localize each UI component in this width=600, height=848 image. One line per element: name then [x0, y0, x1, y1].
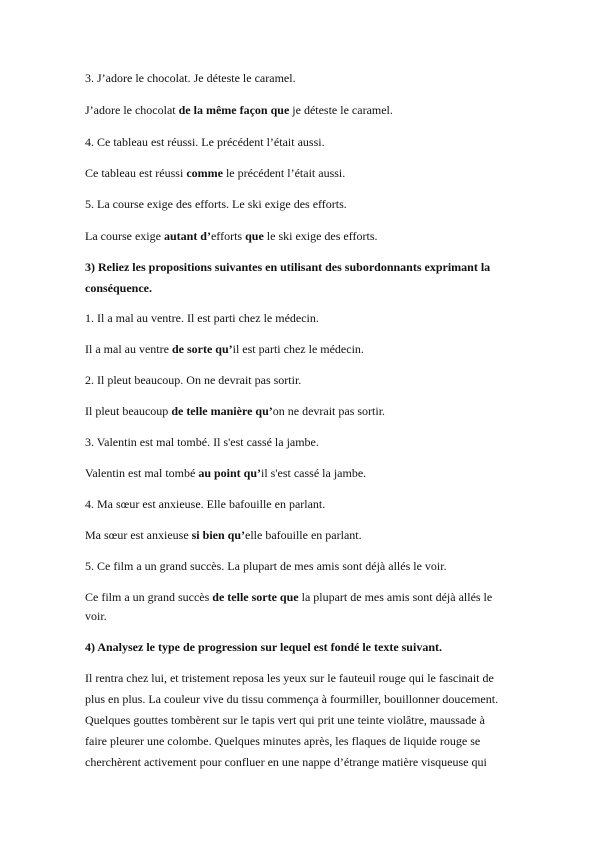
text-run: Ce film a un grand succès	[85, 590, 213, 604]
text-run: je déteste le caramel.	[289, 103, 393, 117]
text-run: la plupart de mes amis sont déjà allés le	[298, 590, 493, 604]
bold-text: 3) Reliez les propositions suivantes en utilisant des subordonnants exprimant la	[85, 260, 491, 274]
text-run: 2. Il pleut beaucoup. On ne devrait pas sortir.	[85, 373, 302, 387]
text-run: efforts	[210, 229, 246, 243]
text-line	[85, 589, 492, 605]
text-line	[85, 496, 325, 512]
text-run: Valentin est mal tombé	[85, 466, 199, 480]
text-line	[85, 434, 319, 450]
text-run: il s'est cassé la jambe.	[261, 466, 367, 480]
text-line	[85, 465, 366, 481]
text-run: Ma sœur est anxieuse	[85, 528, 192, 542]
text-run: Ce tableau est réussi	[85, 166, 187, 180]
text-run: Il a mal au ventre	[85, 342, 172, 356]
bold-text: que	[245, 229, 264, 243]
text-run: 3. Valentin est mal tombé. Il s'est cassé la jambe.	[85, 435, 319, 449]
text-line	[85, 70, 296, 86]
text-run: 3. J’adore le chocolat. Je déteste le caramel.	[85, 71, 296, 85]
bold-text: de telle manière qu’	[171, 404, 273, 418]
bold-text: conséquence.	[85, 281, 152, 295]
text-run: il est parti chez le médecin.	[232, 342, 364, 356]
text-run: 4. Ma sœur est anxieuse. Elle bafouille en parlant.	[85, 497, 326, 511]
body-paragraph: Il rentra chez lui, et tristement reposa les yeux sur le fauteuil rouge qui le fascinait de plus en plus. La couleur vive du tissu commença à fourmiller, bouillonner doucement. Quelques gouttes tombèrent sur le tapis vert qui prit une teinte violâtre, maussade à faire pleurer une colombe. Quelques minutes après, les flaques de liquide rouge se cherchèrent activement pour confluer en une nappe d’étrange matière visqueuse qui	[85, 671, 499, 769]
text-line	[85, 558, 447, 574]
text-line	[85, 310, 319, 326]
bold-text: autant d’	[163, 229, 211, 243]
bold-text: si bien qu’	[191, 528, 245, 542]
text-run: elle bafouille en parlant.	[245, 528, 362, 542]
text-line	[85, 102, 393, 118]
text-run: Il pleut beaucoup	[85, 404, 172, 418]
text-line	[85, 196, 347, 212]
text-run: on ne devrait pas sortir.	[272, 404, 386, 418]
text-line	[85, 341, 364, 357]
bold-text: de sorte qu’	[171, 342, 233, 356]
bold-text: 4) Analysez le type de progression sur lequel est fondé le texte suivant.	[85, 640, 442, 654]
bold-text: de la même façon que	[178, 103, 290, 117]
text-run: voir.	[85, 609, 107, 623]
bold-text: de telle sorte que	[212, 590, 299, 604]
text-line	[85, 608, 107, 624]
section-heading	[85, 639, 442, 655]
text-line	[85, 527, 362, 543]
text-run: 5. La course exige des efforts. Le ski exige des efforts.	[85, 197, 347, 211]
text-run: 5. Ce film a un grand succès. La plupart de mes amis sont déjà allés le voir.	[85, 559, 447, 573]
text-line	[85, 165, 345, 181]
text-run: J’adore le chocolat	[85, 103, 179, 117]
bold-text: comme	[186, 166, 223, 180]
section-heading	[85, 280, 152, 296]
text-run: 1. Il a mal au ventre. Il est parti chez le médecin.	[85, 311, 319, 325]
text-run: le ski exige des efforts.	[263, 229, 378, 243]
text-run: La course exige	[85, 229, 164, 243]
text-line	[85, 134, 325, 150]
text-line	[85, 403, 385, 419]
bold-text: au point qu’	[198, 466, 262, 480]
text-line	[85, 372, 301, 388]
text-line	[85, 228, 378, 244]
section-heading	[85, 259, 490, 275]
text-run: le précédent l’était aussi.	[222, 166, 346, 180]
text-run: 4. Ce tableau est réussi. Le précédent l’était aussi.	[85, 135, 325, 149]
